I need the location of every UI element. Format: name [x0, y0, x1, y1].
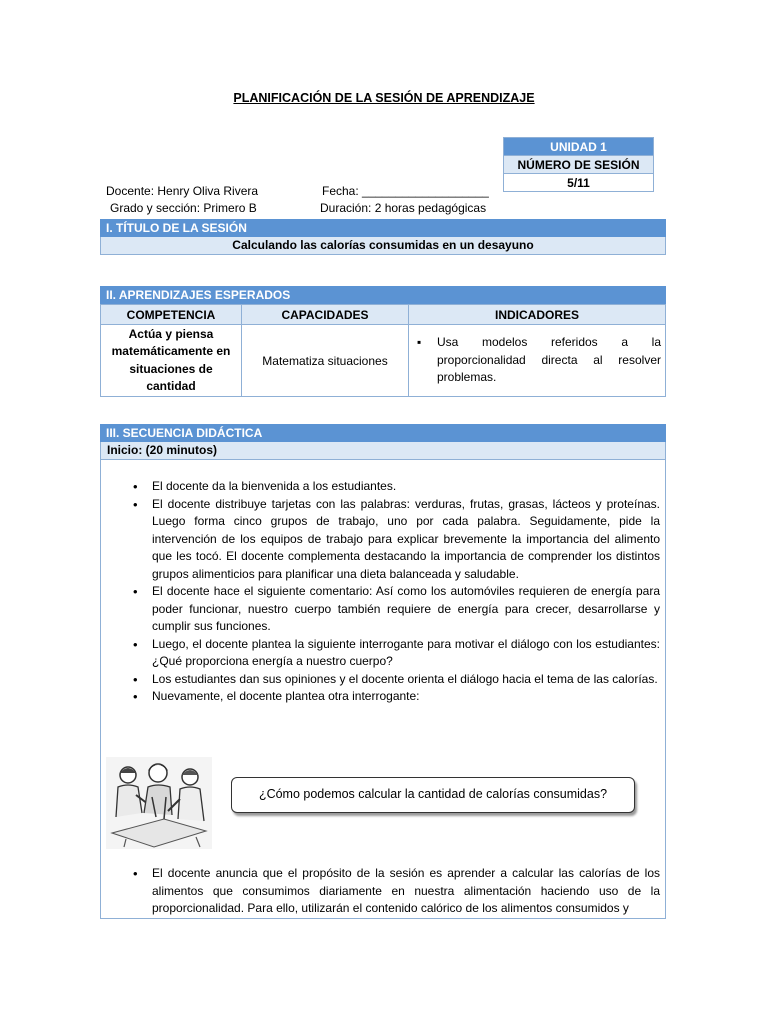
list-item: • El docente distribuye tarjetas con las palabras: verduras, frutas, grasas, lácteos y proteínas. Luego forma cinco grupos de trabajo, uno por cada palabra. Seguidamente, pide la intervención de los equipos de trabajo para explicar brevemente la importancia del alimento que les tocó. El docente complementa destacando la importancia de comprender los distintos grupos alimenticios para planificar una dieta balanceada y saludable. — [152, 496, 660, 584]
date-field: Fecha: ___________________ — [322, 184, 489, 198]
capacidad-cell: Matematiza situaciones — [242, 325, 409, 397]
session-number-label: NÚMERO DE SESIÓN — [504, 156, 654, 174]
unit-label: UNIDAD 1 — [504, 138, 654, 156]
didactic-sequence-header: III. SECUENCIA DIDÁCTICA — [100, 424, 666, 442]
children-discussing-illustration — [106, 757, 212, 849]
list-item: • El docente anuncia que el propósito de la sesión es aprender a calcular las calorías de los alimentos que consumimos diariamente en nuestra alimentación haciendo uso de la proporcionalidad. Para ello, utilizarán el contenido calórico de los alimentos consumidos y — [152, 865, 660, 918]
indicator-bullet: ▪ — [417, 335, 422, 350]
list-item: • Luego, el docente plantea la siguiente interrogante para motivar el diálogo con los estudiantes: ¿Qué proporciona energía a nuestro cuerpo? — [152, 636, 660, 671]
col-capacidades: CAPACIDADES — [242, 305, 409, 325]
indicador-cell — [409, 325, 666, 397]
session-number-value: 5/11 — [504, 174, 654, 192]
list-item: • Nuevamente, el docente plantea otra interrogante: — [152, 688, 660, 706]
unit-table — [503, 137, 654, 192]
list-item: • El docente da la bienvenida a los estudiantes. — [152, 478, 660, 496]
expected-learning-table — [100, 304, 666, 397]
expected-learning-header: II. APRENDIZAJES ESPERADOS — [100, 286, 666, 304]
list-item: • Los estudiantes dan sus opiniones y el docente orienta el diálogo hacia el tema de las calorías. — [152, 671, 660, 689]
indicator-text: Usa modelos referidos a la proporcionalidad directa al resolver problemas. — [437, 335, 661, 385]
document-title: PLANIFICACIÓN DE LA SESIÓN DE APRENDIZAJE — [233, 91, 535, 105]
teacher-name: Docente: Henry Oliva Rivera — [106, 184, 259, 198]
competencia-cell: Actúa y piensa matemáticamente en situaciones de cantidad — [101, 325, 242, 397]
section-title-header: I. TÍTULO DE LA SESIÓN — [100, 219, 666, 237]
session-title: Calculando las calorías consumidas en un desayuno — [100, 237, 666, 255]
inicio-bullet-list — [152, 478, 660, 706]
duration: Duración: 2 horas pedagógicas — [320, 201, 487, 215]
col-indicadores: INDICADORES — [409, 305, 666, 325]
purpose-bullet-list — [152, 865, 660, 918]
list-item: • El docente hace el siguiente comentario: Así como los automóviles requieren de energía para poder funcionar, nuestro cuerpo también requiere de energía para crecer, desarrollarse y cumplir sus funciones. — [152, 583, 660, 636]
question-callout: ¿Cómo podemos calcular la cantidad de calorías consumidas? — [231, 777, 635, 813]
grade-section: Grado y sección: Primero B — [110, 201, 257, 215]
inicio-label: Inicio: (20 minutos) — [100, 442, 666, 460]
col-competencia: COMPETENCIA — [101, 305, 242, 325]
